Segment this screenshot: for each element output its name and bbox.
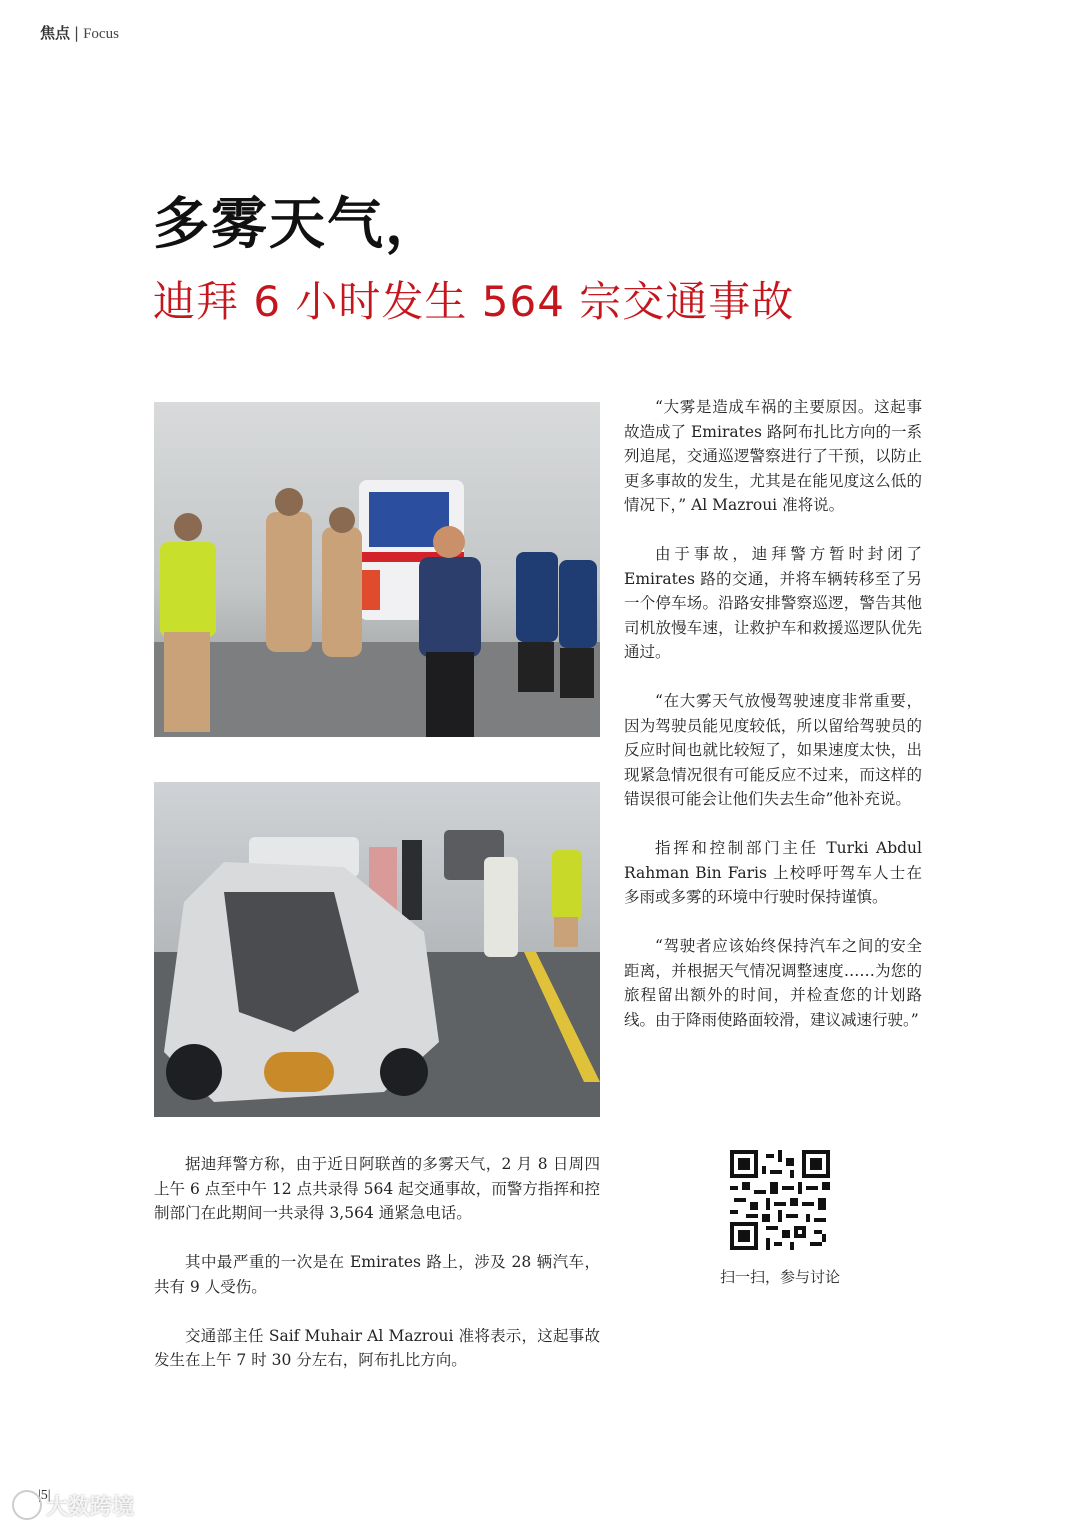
paragraph: 交通部主任 Saif Muhair Al Mazroui 准将表示，这起事故发生在上午 7 时 30 分左右，阿布扎比方向。 [154, 1326, 600, 1369]
watermark [12, 1490, 134, 1520]
watermark-logo-icon [12, 1490, 42, 1520]
paragraph: 由于事故，迪拜警方暂时封闭了 Emirates 路的交通，并将车辆转移至了另一个停车场。沿路安排警察巡逻，警告其他司机放慢车速，让救护车和救援巡逻队优先通过。 [624, 545, 922, 661]
photo-police-at-scene [154, 402, 600, 737]
article-right-column [624, 395, 922, 1057]
section-divider: | [74, 24, 80, 42]
section-label [40, 22, 119, 45]
paragraph: 其中最严重的一次是在 Emirates 路上，涉及 28 辆汽车，共有 9 人受伤。 [154, 1253, 600, 1296]
paragraph: “大雾是造成车祸的主要原因。这起事故造成了 Emirates 路阿布扎比方向的一系列追尾，交通巡逻警察进行了干预，以防止更多事故的发生，尤其是在能见度这么低的情况下，” Al Mazroui 准将说。 [624, 398, 922, 514]
paragraph: 指挥和控制部门主任 Turki Abdul Rahman Bin Faris 上校呼吁驾车人士在多雨或多雾的环境中行驶时保持谨慎。 [624, 839, 922, 906]
page-number: |5| [38, 1488, 51, 1503]
photo-crashed-car [154, 782, 600, 1117]
qr-caption: 扫一扫，参与讨论 [719, 1268, 840, 1286]
watermark-text: 大数跨境 [46, 1494, 135, 1520]
paragraph: 据迪拜警方称，由于近日阿联酋的多雾天气，2 月 8 日周四上午 6 点至中午 12 点共录得 564 起交通事故，而警方指挥和控制部门在此期间一共录得 3,564 通紧急电话。 [154, 1155, 600, 1222]
paragraph: “驾驶者应该始终保持汽车之间的安全距离，并根据天气情况调整速度……为您的旅程留出额外的时间，并检查您的计划路线。由于降雨使路面较滑，建议减速行驶。” [624, 937, 922, 1029]
subheadline: 迪拜 6 小时发生 564 宗交通事故 [153, 277, 795, 326]
paragraph: “在大雾天气放慢驾驶速度非常重要，因为驾驶员能见度较低，所以留给驾驶员的反应时间也就比较短了，如果速度太快，出现紧急情况很有可能反应不过来，而这样的错误很可能会让他们失去生命”他补充说。 [624, 692, 922, 808]
section-label-cn: 焦点 [40, 24, 71, 42]
section-label-en: Focus [83, 26, 119, 42]
headline: 多雾天气， [153, 191, 443, 257]
qr-code[interactable] [730, 1150, 830, 1250]
article-left-column [154, 1152, 600, 1397]
